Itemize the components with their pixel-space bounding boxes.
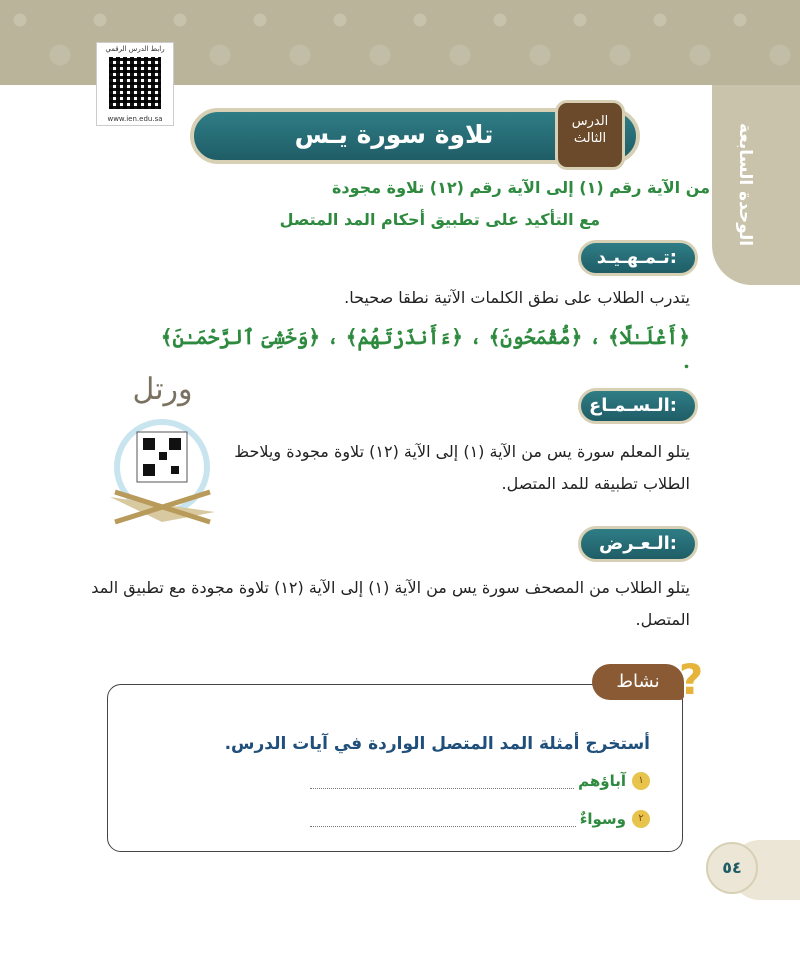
quran-illustration bbox=[105, 372, 220, 542]
qr-code-icon bbox=[109, 57, 161, 109]
activity-question: أستخرج أمثلة المد المتصل الواردة في آيات الدرس. bbox=[224, 734, 650, 754]
lesson-qr-code[interactable] bbox=[96, 42, 174, 126]
lesson-subtitle-1: من الآية رقم (١) إلى الآية رقم (١٢) تلاوة مجودة bbox=[331, 178, 710, 197]
activity-tab: نشاط bbox=[592, 664, 684, 700]
presentation-text: يتلو الطلاب من المصحف سورة يس من الآية (١) إلى الآية (١٢) تلاوة مجودة مع تطبيق المد المتصل. bbox=[91, 578, 690, 629]
answer-line-2[interactable] bbox=[310, 812, 576, 827]
lesson-subtitle-2: مع التأكيد على تطبيق أحكام المد المتصل bbox=[279, 210, 600, 229]
qr-label: رابط الدرس الرقمي bbox=[105, 45, 165, 53]
unit-label: الوحدة السابعة bbox=[735, 123, 755, 247]
answer-line-1[interactable] bbox=[310, 774, 574, 789]
answer-text-1: آباؤهم bbox=[578, 772, 626, 790]
intro-text: يتدرب الطلاب على نطق الكلمات الآتية نطقا صحيحا. bbox=[344, 288, 690, 307]
qr-url: www.ien.edu.sa bbox=[107, 115, 163, 123]
answer-number-2: ٢ bbox=[632, 810, 650, 828]
listening-text: يتلو المعلم سورة يس من الآية (١) إلى الآية (١٢) تلاوة مجودة ويلاحظ الطلاب تطبيقه للمد المتصل. bbox=[234, 442, 690, 493]
page-number: ٥٤ bbox=[706, 842, 758, 894]
answer-row-2 bbox=[310, 806, 650, 832]
listening-heading: الـسـمـاع: bbox=[578, 388, 698, 424]
intro-heading: تـمـهـيـد: bbox=[578, 240, 698, 276]
answer-number-1: ١ bbox=[632, 772, 650, 790]
answer-row-1 bbox=[310, 768, 650, 794]
unit-side-tab bbox=[712, 85, 800, 285]
illustration-caption: ورتل bbox=[132, 372, 193, 407]
lesson-title: تلاوة سورة يـس bbox=[294, 120, 494, 149]
presentation-heading: الـعـرض: bbox=[578, 526, 698, 562]
question-mark-icon: ? bbox=[678, 655, 704, 704]
intro-words: ﴿أَغْلَـٰلًا﴾ ، ﴿مُّقْمَحُونَ﴾ ، ﴿ءَأَنذَرْتَهُمْ﴾ ، ﴿وَخَشِىَ ٱلرَّحْمَـٰنَ﴾ . bbox=[160, 325, 690, 373]
lesson-badge: الدرس الثالث bbox=[555, 100, 625, 170]
answer-text-2: وسواءٌ bbox=[579, 810, 626, 828]
